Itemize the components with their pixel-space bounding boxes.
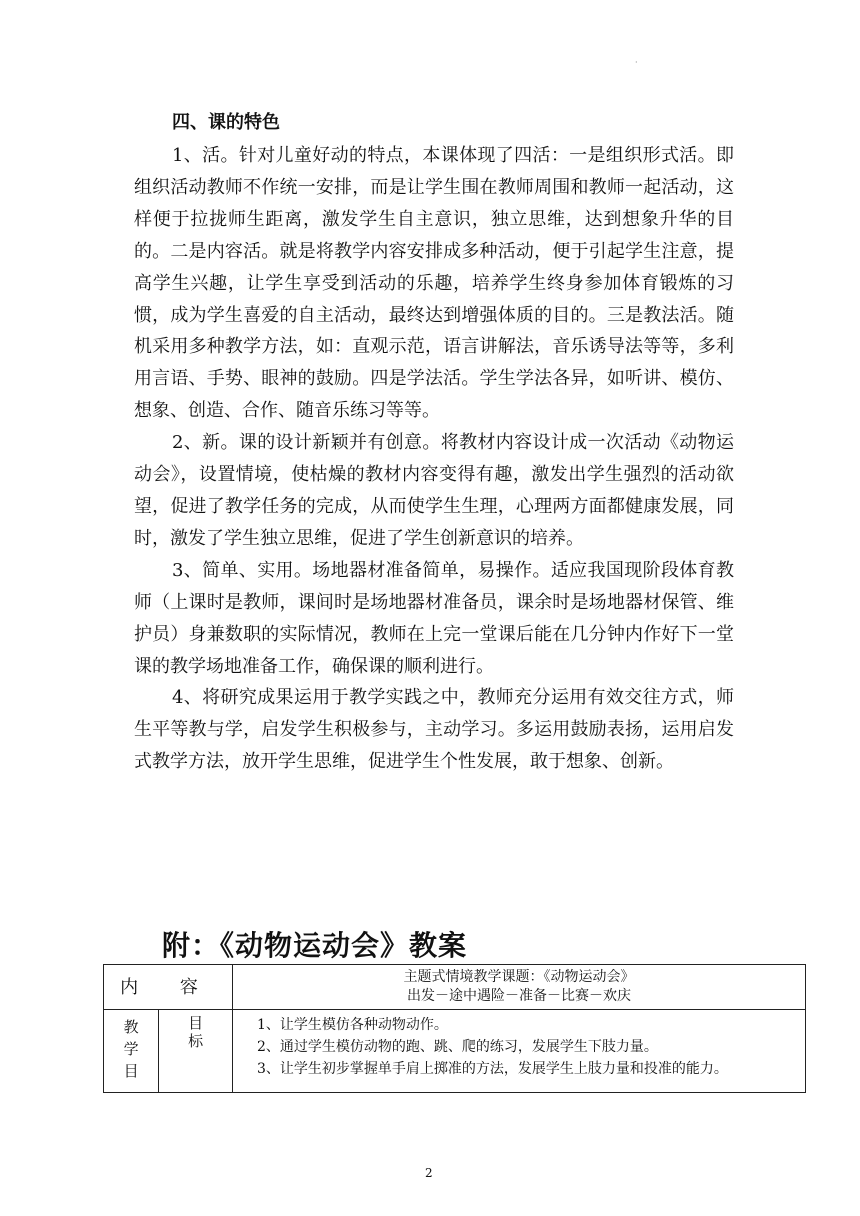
paragraph-4: 4、将研究成果运用于教学实践之中，教师充分运用有效交往方式，师生平等教与学，启发学生积极参与，主动学习。多运用鼓励表扬，运用启发式教学方法，放开学生思维，促进学生个性发展，敢于想象、创新。 [134, 687, 734, 773]
content-label-cell [104, 965, 233, 1010]
lesson-plan-table [103, 964, 806, 1093]
goal-label: 教学目 [123, 1018, 139, 1080]
page-number: 2 [425, 1166, 433, 1180]
paragraph-1: 1、活。针对儿童好动的特点，本课体现了四活：一是组织形式活。即组织活动教师不作统一安排，而是让学生围在教师周围和教师一起活动，这样便于拉拢师生距离，激发学生自主意识，独立思维，达到想象升华的目的。二是内容活。就是将教学内容安排成多种活动，便于引起学生注意，提高学生兴趣，让学生享受到活动的乐趣，培养学生终身参加体育锻炼的习惯，成为学生喜爱的自主活动，最终达到增强体质的目的。三是教法活。随机采用多种教学方法，如：直观示范，语言讲解法，音乐诱导法等等，多利用言语、手势、眼神的鼓励。四是学法活。学生学法各异，如听讲、模仿、想象、创造、合作、随音乐练习等等。 [134, 145, 734, 422]
topic-cell [233, 965, 806, 1010]
goal-sub-label-cell [159, 1010, 233, 1093]
appendix-title: 附：《动物运动会》教案 [162, 929, 468, 962]
paragraph-3: 3、简单、实用。场地器材准备简单，易操作。适应我国现阶段体育教师（上课时是教师，课间时是场地器材准备员，课余时是场地器材保管、维护员）身兼数职的实际情况，教师在上完一堂课后能在几分钟内作好下一堂课的教学场地准备工作，确保课的顺利进行。 [134, 559, 734, 677]
goal-sub-label: 目标 [188, 1014, 204, 1050]
goal-item-3: 3、让学生初步掌握单手肩上掷准的方法，发展学生上肢力量和投准的能力。 [257, 1061, 728, 1077]
goals-cell [233, 1010, 806, 1093]
goal-item-2: 2、通过学生模仿动物的跑、跳、爬的练习，发展学生下肢力量。 [257, 1039, 658, 1055]
features-section [134, 110, 734, 778]
page-mark: · [635, 58, 638, 67]
content-label: 内 容 [120, 976, 216, 998]
goal-label-cell [104, 1010, 159, 1093]
table-row [104, 965, 806, 1010]
topic-line-2: 出发－途中遇险－准备－比赛－欢庆 [407, 988, 631, 1004]
topic-line-1: 主题式情境教学课题：《动物运动会》 [403, 969, 635, 985]
table-row [104, 1010, 806, 1093]
section-heading: 四、课的特色 [172, 112, 280, 133]
goal-item-1: 1、让学生模仿各种动物动作。 [257, 1017, 448, 1033]
paragraph-2: 2、新。课的设计新颖并有创意。将教材内容设计成一次活动《动物运动会》，设置情境，使枯燥的教材内容变得有趣，激发出学生强烈的活动欲望，促进了教学任务的完成，从而使学生生理，心理两方面都健康发展，同时，激发了学生独立思维，促进了学生创新意识的培养。 [134, 432, 734, 549]
